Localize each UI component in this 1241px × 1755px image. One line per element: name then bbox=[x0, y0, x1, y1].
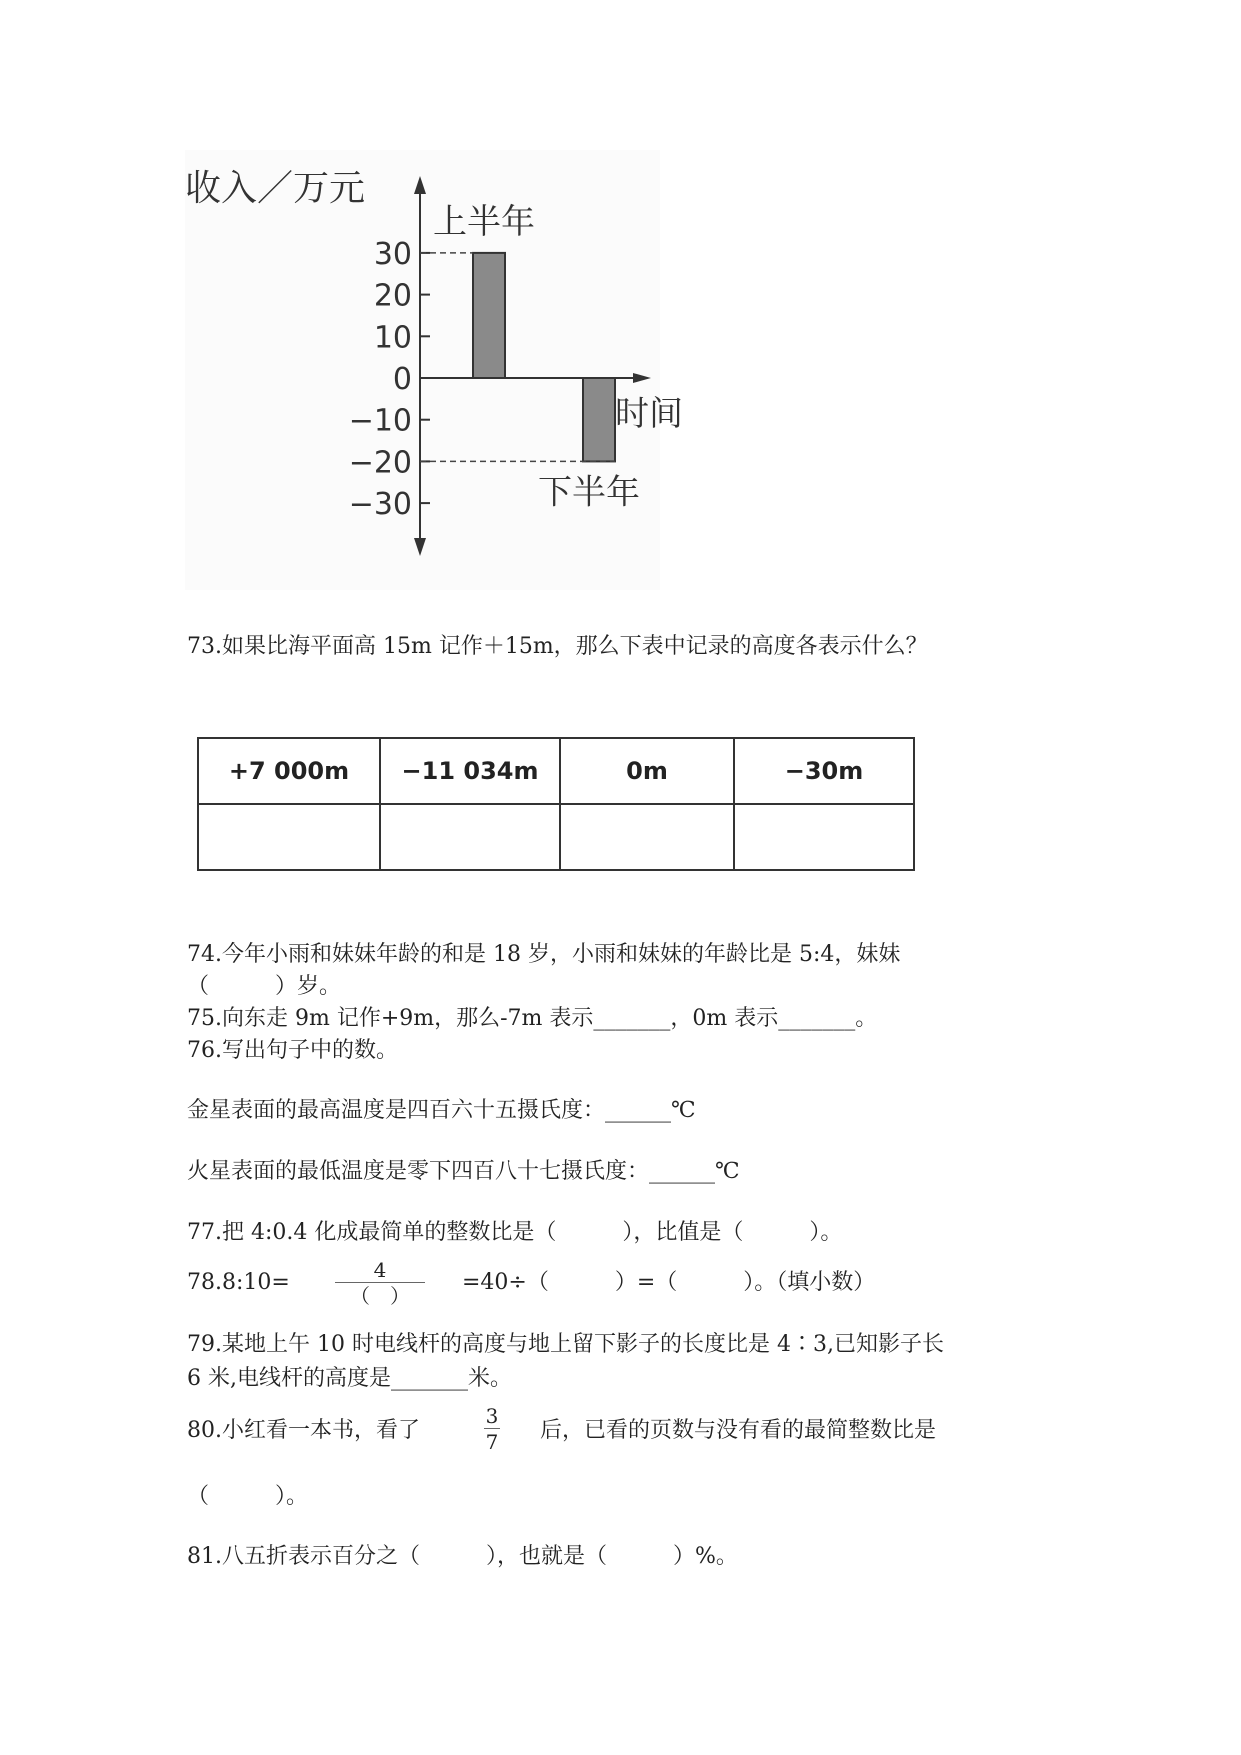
fraction-numerator: 4 bbox=[373, 1258, 387, 1282]
category-label: 上半年 bbox=[433, 201, 535, 242]
chart-svg bbox=[185, 150, 745, 590]
income-bar-chart bbox=[185, 150, 745, 590]
question-79-line1: 79.某地上午 10 时电线杆的高度与地上留下影子的长度比是 4∶3,已知影子长 bbox=[187, 1332, 944, 1357]
y-tick-label: −10 bbox=[348, 403, 412, 439]
question-74-line1: 74.今年小雨和妹妹年龄的和是 18 岁，小雨和妹妹的年龄比是 5:4，妹妹 bbox=[187, 942, 901, 967]
question-75: 75.向东走 9m 记作+9m，那么-7m 表示_______，0m 表示_______。 bbox=[187, 1006, 878, 1031]
table-cell: −30m bbox=[734, 738, 914, 804]
question-77: 77.把 4:0.4 化成最简单的整数比是（ ），比值是（ ）。 bbox=[187, 1220, 843, 1245]
y-tick-label: 0 bbox=[392, 362, 412, 397]
fraction-denominator: 7 bbox=[485, 1430, 499, 1454]
y-tick-label: −30 bbox=[348, 487, 412, 523]
table-cell: +7 000m bbox=[198, 738, 380, 804]
table-cell: 0m bbox=[560, 738, 734, 804]
fraction-numerator: 3 bbox=[485, 1404, 499, 1428]
answer-cell[interactable] bbox=[734, 804, 914, 870]
question-80-suffix: 后，已看的页数与没有看的最简整数比是 bbox=[540, 1418, 937, 1443]
chart-background bbox=[185, 150, 660, 590]
question-73: 73.如果比海平面高 15m 记作＋15m，那么下表中记录的高度各表示什么？ bbox=[187, 634, 928, 659]
category-label: 下半年 bbox=[538, 472, 640, 513]
question-76-mars: 火星表面的最低温度是零下四百八十七摄氏度：______℃ bbox=[187, 1159, 740, 1184]
question-78-suffix: =40÷（ ）=（ ）。（填小数） bbox=[462, 1270, 876, 1295]
table-cell: −11 034m bbox=[380, 738, 560, 804]
bar bbox=[583, 378, 615, 461]
question-80-line2: （ ）。 bbox=[187, 1484, 309, 1509]
answer-cell[interactable] bbox=[560, 804, 734, 870]
y-tick-label: 10 bbox=[373, 320, 412, 356]
y-axis-label: 收入／万元 bbox=[185, 168, 366, 209]
question-81: 81.八五折表示百分之（ ），也就是（ ）%。 bbox=[187, 1544, 738, 1569]
question-80-prefix: 80.小红看一本书，看了 bbox=[187, 1418, 420, 1443]
answer-cell[interactable] bbox=[198, 804, 380, 870]
fraction-80 bbox=[478, 1404, 506, 1455]
table-answer-row bbox=[198, 804, 914, 870]
question-76-venus: 金星表面的最高温度是四百六十五摄氏度：______℃ bbox=[187, 1098, 696, 1123]
heights-table bbox=[197, 737, 915, 871]
question-79-line2: 6 米,电线杆的高度是_______米。 bbox=[187, 1366, 512, 1391]
fraction-denominator: （ ） bbox=[350, 1284, 410, 1308]
fraction-78 bbox=[335, 1258, 425, 1309]
question-78-prefix: 78.8:10= bbox=[187, 1270, 290, 1295]
y-tick-label: 30 bbox=[373, 236, 412, 272]
question-74-line2: （ ）岁。 bbox=[187, 974, 342, 999]
answer-cell[interactable] bbox=[380, 804, 560, 870]
bar bbox=[473, 253, 505, 378]
question-76-title: 76.写出句子中的数。 bbox=[187, 1038, 398, 1063]
table-header-row bbox=[198, 738, 914, 804]
y-tick-label: 20 bbox=[373, 278, 412, 314]
x-axis-label: 时间 bbox=[615, 394, 683, 434]
y-tick-label: −20 bbox=[348, 445, 412, 481]
